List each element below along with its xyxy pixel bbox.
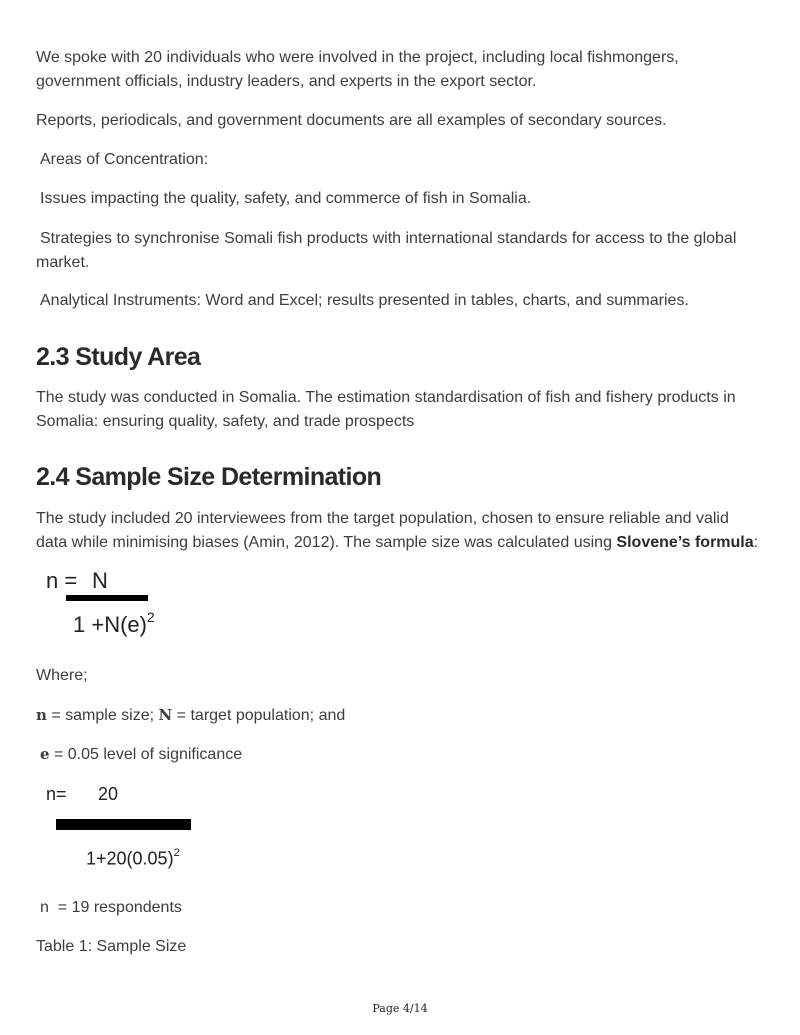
slovene-formula bbox=[46, 568, 246, 648]
formula1-numerator: N bbox=[92, 568, 108, 593]
symbol-N: N bbox=[158, 706, 173, 724]
table-caption: Table 1: Sample Size bbox=[36, 938, 187, 955]
paragraph-analytical-instruments: Analytical Instruments: Word and Excel; results presented in tables, charts, and summaries. bbox=[40, 292, 689, 309]
formula2-denominator-wrap bbox=[86, 847, 180, 869]
sample-size-colon: : bbox=[753, 534, 759, 551]
formula2-denominator: 1+20(0.05) bbox=[86, 848, 174, 869]
heading-study-area: 2.3 Study Area bbox=[36, 343, 201, 371]
where-label: Where; bbox=[36, 667, 88, 684]
paragraph-study-area: The study was conducted in Somalia. The estimation standardisation of fish and fishery products in Somalia: ensuring quality, safety, and trade prospects bbox=[36, 389, 736, 430]
paragraph-sample-size bbox=[36, 507, 764, 555]
page-number: Page 4/14 bbox=[372, 1002, 428, 1015]
formula1-lhs: n = bbox=[46, 568, 78, 593]
formula2-numerator: 20 bbox=[98, 784, 119, 804]
formula2-fraction-bar bbox=[56, 819, 191, 830]
heading-sample-size: 2.4 Sample Size Determination bbox=[36, 463, 382, 491]
strategies-text: Strategies to synchronise Somali fish products with international standards for access to the global market. bbox=[36, 230, 737, 271]
definition-e-text: = 0.05 level of significance bbox=[49, 746, 243, 763]
slovene-formula-label: Slovene’s formula bbox=[616, 534, 754, 551]
formula2-lhs: n= bbox=[46, 784, 67, 804]
definition-e bbox=[36, 742, 768, 767]
symbol-e: e bbox=[40, 745, 50, 763]
paragraph-interviews: We spoke with 20 individuals who were involved in the project, including local fishmongers, government officials, industry leaders, and experts in the export sector. bbox=[36, 49, 679, 90]
paragraph-areas-of-concentration: Areas of Concentration: bbox=[40, 151, 209, 168]
sample-size-text: The study included 20 interviewees from the target population, chosen to ensure reliable and valid data while minimising biases (Amin, 2012). The sample size was calculated using bbox=[36, 510, 729, 551]
definition-n: = sample size; bbox=[46, 707, 159, 724]
formula1-denominator: 1 +N(e) bbox=[73, 612, 147, 638]
formula1-exponent: 2 bbox=[146, 610, 155, 625]
formula1-fraction-bar bbox=[66, 595, 148, 601]
formula1-denominator-wrap bbox=[73, 610, 155, 638]
result-respondents: n = 19 respondents bbox=[40, 899, 182, 916]
calculation-formula bbox=[46, 784, 246, 874]
paragraph-strategies bbox=[36, 227, 764, 275]
formula2-exponent: 2 bbox=[173, 847, 180, 859]
definition-N: = target population; and bbox=[172, 707, 346, 724]
definition-n-N bbox=[36, 703, 764, 728]
symbol-n: n bbox=[36, 706, 47, 724]
paragraph-secondary-sources: Reports, periodicals, and government documents are all examples of secondary sources. bbox=[36, 112, 667, 129]
paragraph-issues: Issues impacting the quality, safety, and commerce of fish in Somalia. bbox=[40, 190, 532, 207]
